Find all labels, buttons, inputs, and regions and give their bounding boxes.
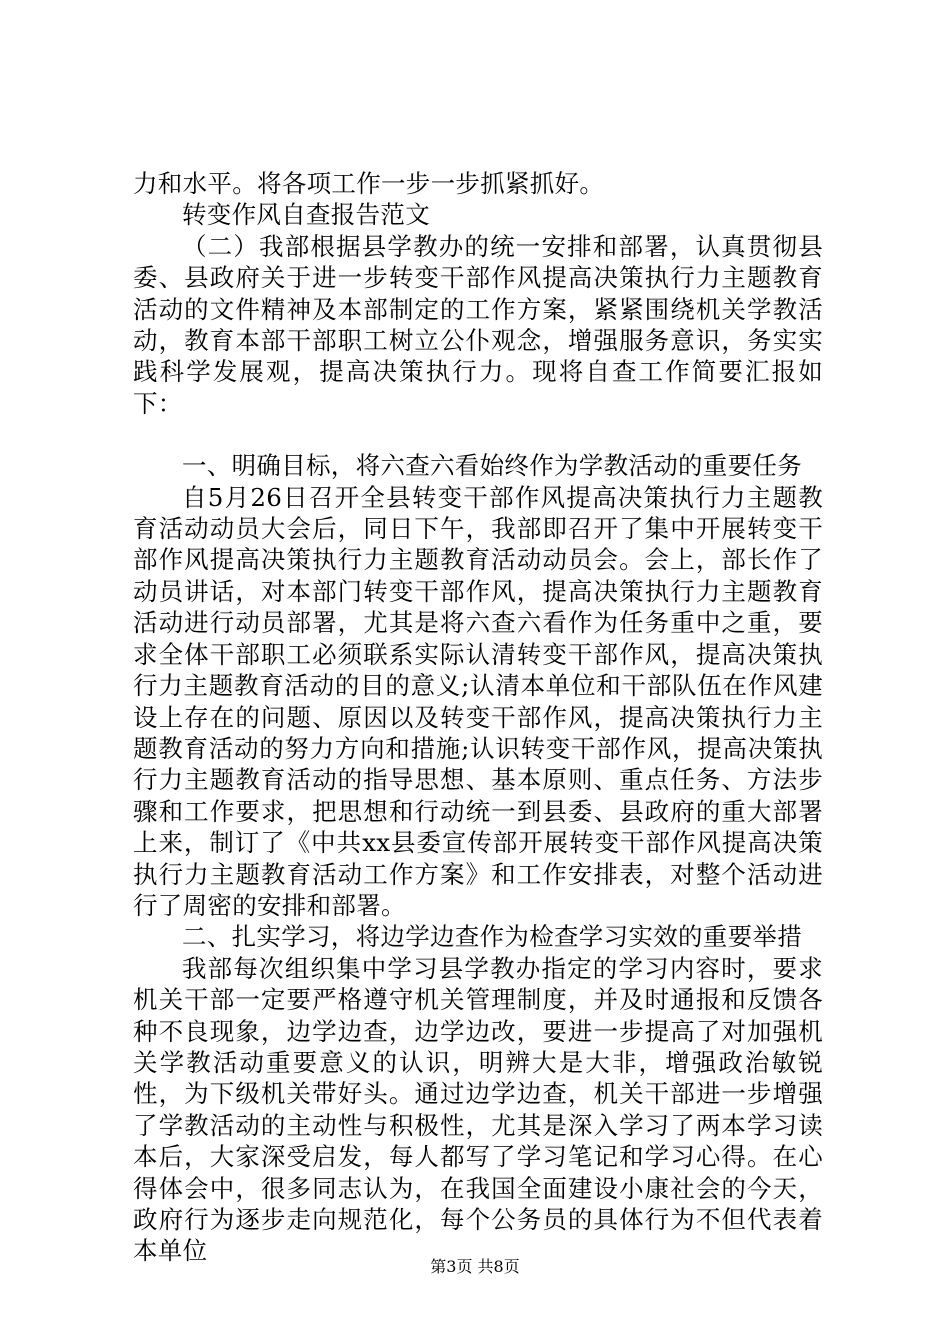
section-title: 转变作风自查报告范文: [182, 200, 430, 230]
document-body: [133, 168, 823, 1267]
page-footer: 第3页 共8页: [430, 1257, 520, 1276]
paragraph-intro: （二）我部根据县学教办的统一安排和部署，认真贯彻县委、县政府关于进一步转变干部作风提高决策执行力主题教育活动的文件精神及本部制定的工作方案，紧紧围绕机关学教活动，教育本部干部职工树立公仆观念，增强服务意识，务实实践科学发展观，提高决策执行力。现将自查工作简要汇报如下：: [133, 231, 823, 418]
heading-two: 二、扎实学习，将边学边查作为检查学习实效的重要举措: [182, 922, 802, 952]
heading-one: 一、明确目标，将六查六看始终作为学教活动的重要任务: [182, 451, 802, 481]
paragraph-two: 我部每次组织集中学习县学教办指定的学习内容时，要求机关干部一定要严格遵守机关管理制度，并及时通报和反馈各种不良现象，边学边查，边学边改，要进一步提高了对加强机关学教活动重要意义的认识，明辨大是大非，增强政治敏锐性，为下级机关带好头。通过边学边查，机关干部进一步增强了学教活动的主动性与积极性，尤其是深入学习了两本学习读本后，大家深受启发，每人都写了学习笔记和学习心得。在心得体会中，很多同志认为，在我国全面建设小康社会的今天，政府行为逐步走向规范化，每个公务员的具体行为不但代表着本单位: [133, 953, 823, 1266]
paragraph-continuation: 力和水平。将各项工作一步一步抓紧抓好。: [133, 169, 605, 198]
paragraph-one: 自5月26日召开全县转变干部作风提高决策执行力主题教育活动动员大会后，同日下午，我部即召开了集中开展转变干部作风提高决策执行力主题教育活动动员会。会上，部长作了动员讲话，对本部门转变干部作风，提高决策执行力主题教育活动进行动员部署，尤其是将六查六看作为任务重中之重，要求全体干部职工必须联系实际认清转变干部作风，提高决策执行力主题教育活动的目的意义;认清本单位和干部队伍在作风建设上存在的问题、原因以及转变干部作风，提高决策执行力主题教育活动的努力方向和措施;认识转变干部作风，提高决策执行力主题教育活动的指导思想、基本原则、重点任务、方法步骤和工作要求，把思想和行动统一到县委、县政府的重大部署上来，制订了《中共xx县委宣传部开展转变干部作风提高决策执行力主题教育活动工作方案》和工作安排表，对整个活动进行了周密的安排和部署。: [133, 482, 823, 920]
